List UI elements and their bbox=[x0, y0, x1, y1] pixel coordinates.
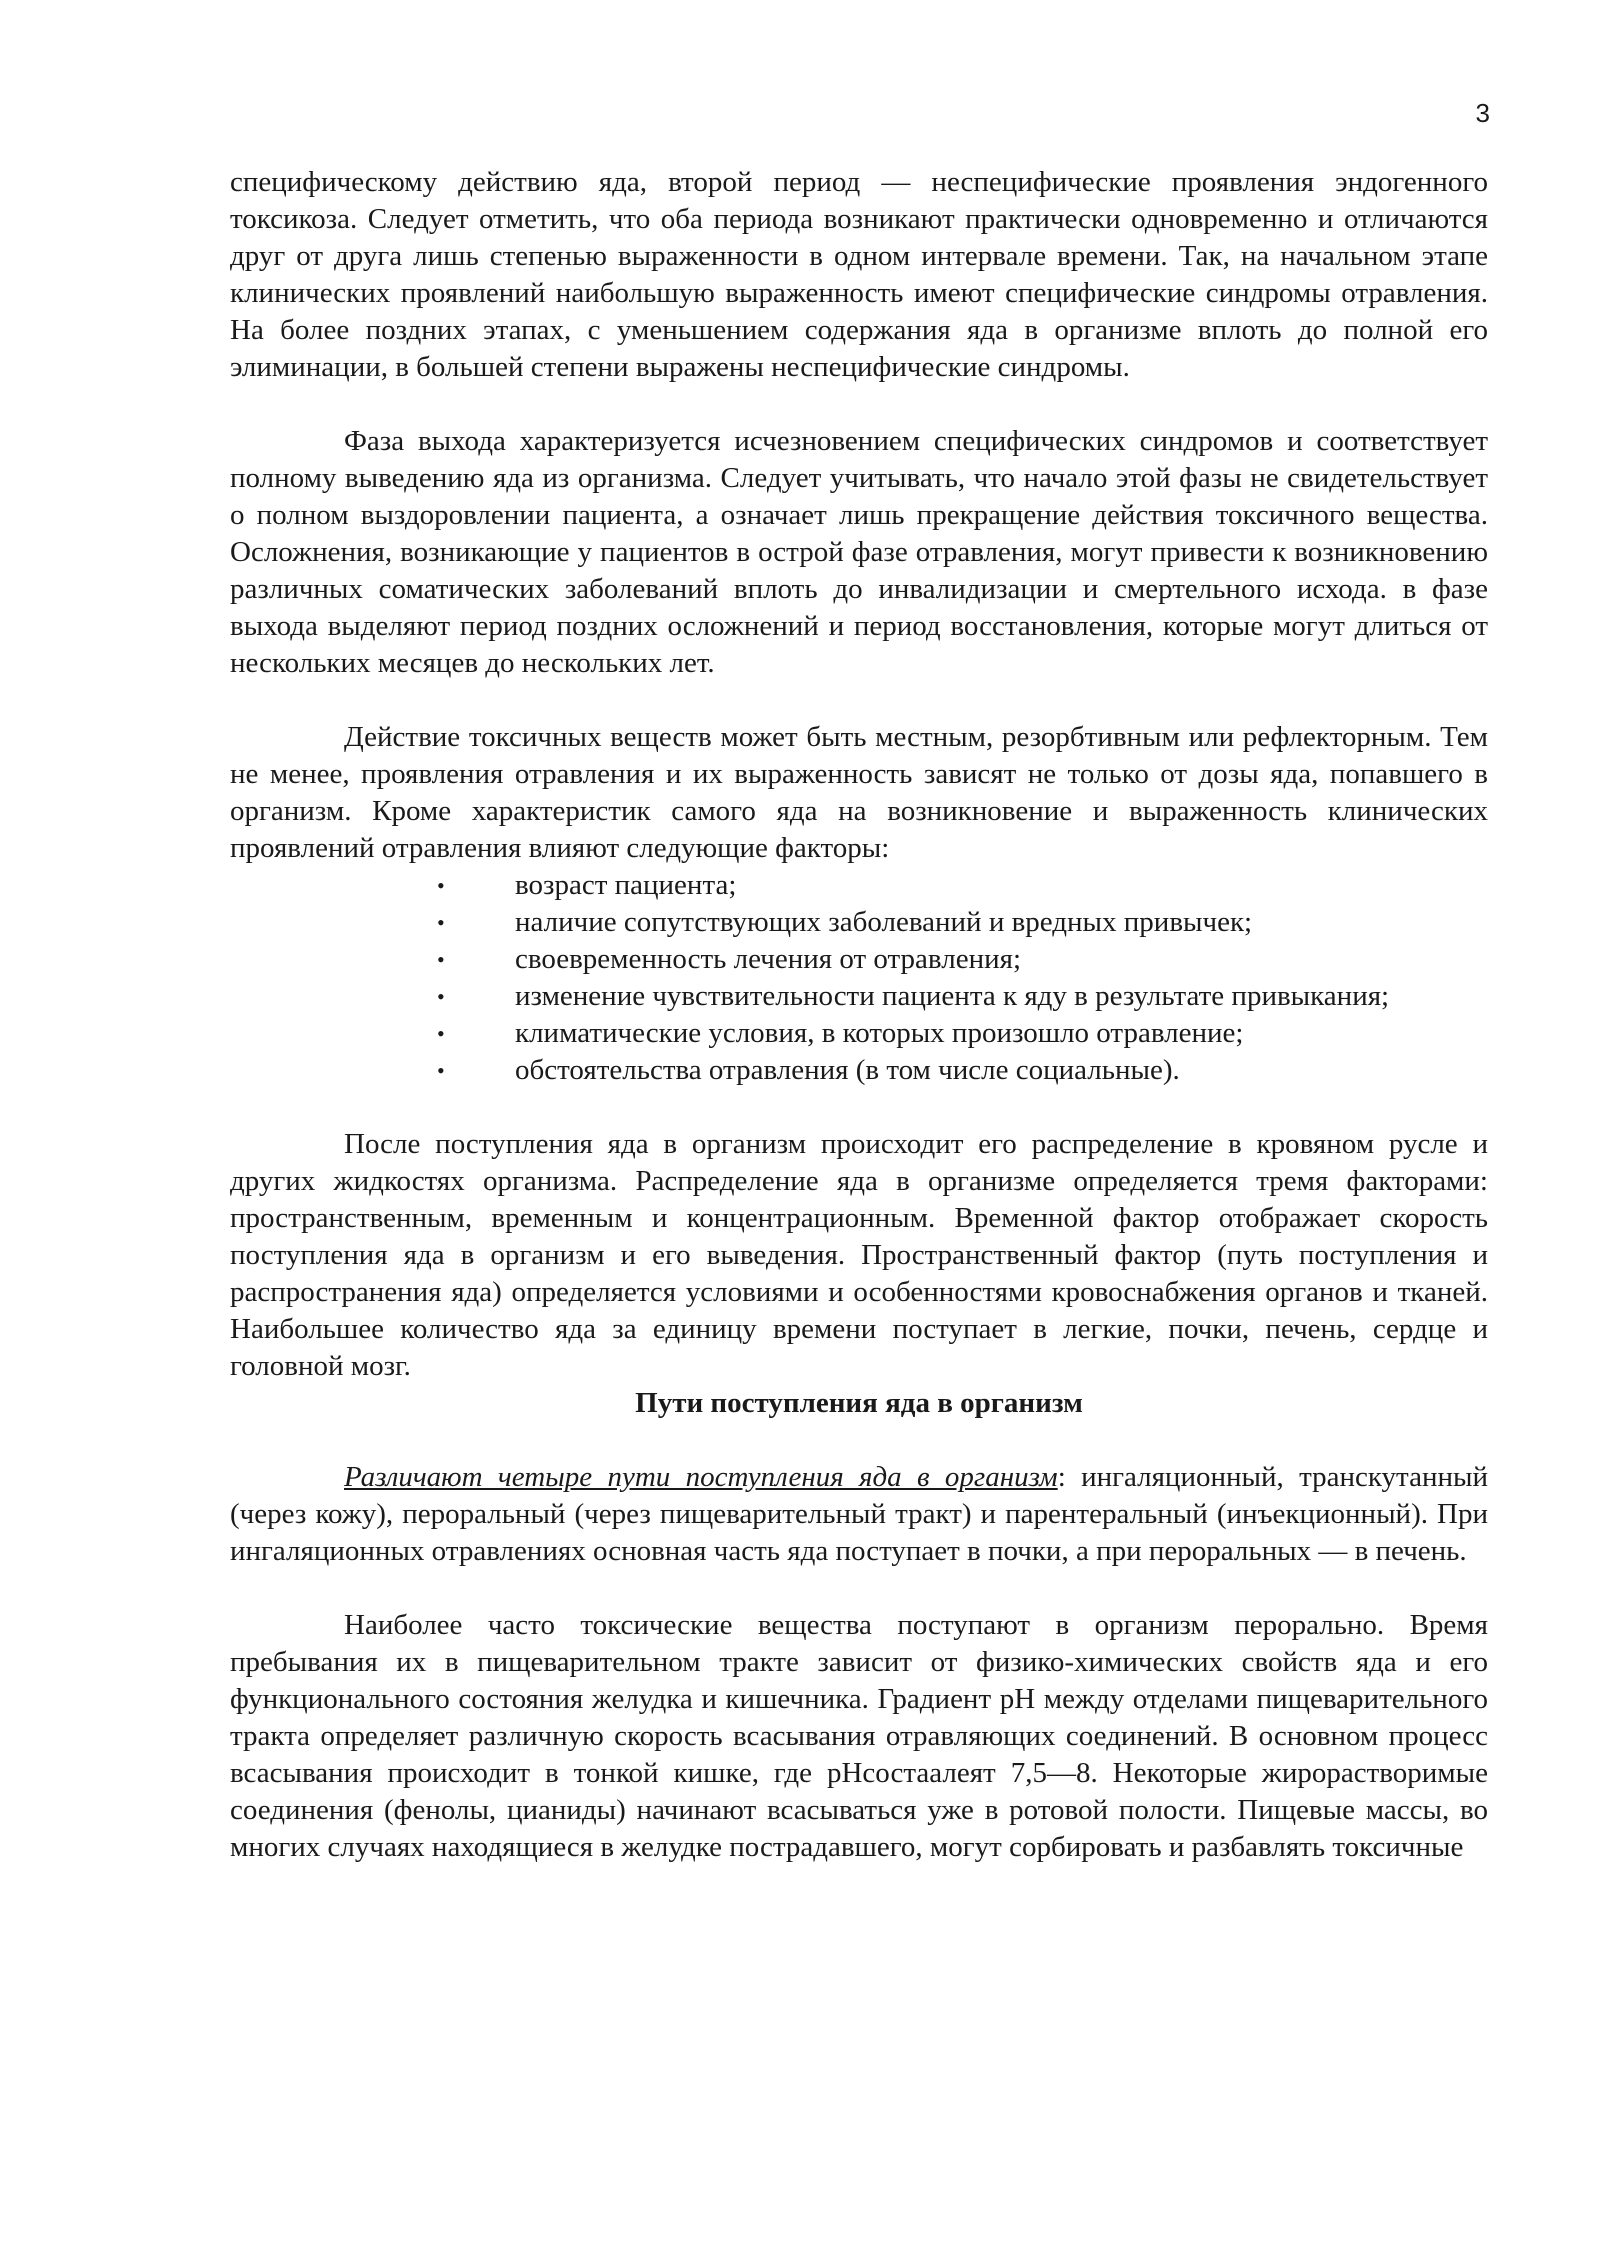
paragraph-periods: специфическому действию яда, второй период — неспецифические проявления эндогенного токсикоза. Следует отметить, что оба периода возникают практически одновременно и отличаются друг от друга лишь степенью выраженности в одном интервале времени. Так, на начальном этапе клинических проявлений наибольшую выраженность имеют специфические синдромы отравления. На более поздних этапах, с уменьшением содержания яда в организме вплоть до полной его элиминации, в большей степени выражены неспецифические синдромы. bbox=[230, 166, 1488, 383]
list-item bbox=[230, 1052, 1488, 1089]
page-content bbox=[230, 164, 1488, 1866]
bullet-icon: • bbox=[437, 1021, 445, 1046]
bullet-icon: • bbox=[437, 947, 445, 972]
list-item-text: возраст пациента; bbox=[515, 869, 737, 901]
section-heading: Пути поступления яда в организм bbox=[635, 1387, 1083, 1419]
bullet-icon: • bbox=[437, 1058, 445, 1083]
paragraph-gap bbox=[230, 682, 1488, 719]
list-item-text: климатические условия, в которых произошло отравление; bbox=[515, 1017, 1244, 1049]
list-item-text: обстоятельства отравления (в том числе социальные). bbox=[515, 1054, 1180, 1086]
paragraph-distribution: После поступления яда в организм происходит его распределение в кровяном русле и других жидкостях организма. Распределение яда в организме определяется тремя факторами: пространственным, временным и концентрационным. Временной фактор отображает скорость поступления яда в организм и его выведения. Пространственный фактор (путь поступления и распространения яда) определяется условиями и особенностями кровоснабжения органов и тканей. Наибольшее количество яда за единицу времени поступает в легкие, почки, печень, сердце и головной мозг. bbox=[230, 1128, 1488, 1382]
paragraph-gap bbox=[230, 1422, 1488, 1459]
list-item bbox=[230, 904, 1488, 941]
paragraph-routes bbox=[230, 1459, 1488, 1570]
list-item-text: своевременность лечения от отравления; bbox=[515, 943, 1022, 975]
factors-list bbox=[230, 867, 1488, 1089]
list-item bbox=[230, 867, 1488, 904]
paragraph-gap bbox=[230, 1089, 1488, 1126]
bullet-icon: • bbox=[437, 910, 445, 935]
list-item-text: наличие сопутствующих заболеваний и вредных привычек; bbox=[515, 906, 1253, 938]
list-item-text: изменение чувствительности пациента к яду в результате привыкания; bbox=[515, 980, 1390, 1012]
page-number: 3 bbox=[1475, 98, 1490, 128]
routes-rest-text: : ингаляционный, транскутанный (через кожу), пероральный (через пищеварительный тракт) и парентеральный (инъекционный). При ингаляционных отравлениях основная часть яда поступает в почки, а при пероральных — в печень. bbox=[230, 1461, 1488, 1567]
list-item bbox=[230, 941, 1488, 978]
bullet-icon: • bbox=[437, 873, 445, 898]
bullet-icon: • bbox=[437, 984, 445, 1009]
paragraph-toxic-action: Действие токсичных веществ может быть местным, резорбтивным или рефлекторным. Тем не менее, проявления отравления и их выраженность зависят не только от дозы яда, попавшего в организм. Кроме характеристик самого яда на возникновение и выраженность клинических проявлений отравления влияют следующие факторы: bbox=[230, 721, 1488, 864]
paragraph-oral-route: Наиболее часто токсические вещества поступают в организм перорально. Время пребывания их в пищеварительном тракте зависит от физико-химических свойств яда и его функционального состояния желудка и кишечника. Градиент pH между отделами пищеварительного тракта определяет различную скорость всасывания отравляющих соединений. В основном процесс всасывания происходит в тонкой кишке, где pHсостаалеят 7,5—8. Некоторые жирорастворимые соединения (фенолы, цианиды) начинают всасываться уже в ротовой полости. Пищевые массы, во многих случаях находящиеся в желудке пострадавшего, могут сорбировать и разбавлять токсичные bbox=[230, 1609, 1488, 1863]
paragraph-gap bbox=[230, 1570, 1488, 1607]
paragraph-exit-phase: Фаза выхода характеризуется исчезновением специфических синдромов и соответствует полному выведению яда из организма. Следует учитывать, что начало этой фазы не свидетельствует о полном выздоровлении пациента, а означает лишь прекращение действия токсичного вещества. Осложнения, возникающие у пациентов в острой фазе отравления, могут привести к возникновению различных соматических заболеваний вплоть до инвалидизации и смертельного исхода. в фазе выхода выделяют период поздних осложнений и период восстановления, которые могут длиться от нескольких месяцев до нескольких лет. bbox=[230, 425, 1488, 679]
list-item bbox=[230, 978, 1488, 1015]
list-item bbox=[230, 1015, 1488, 1052]
paragraph-gap bbox=[230, 386, 1488, 423]
routes-lead-text: Различают четыре пути поступления яда в организм bbox=[344, 1461, 1058, 1493]
